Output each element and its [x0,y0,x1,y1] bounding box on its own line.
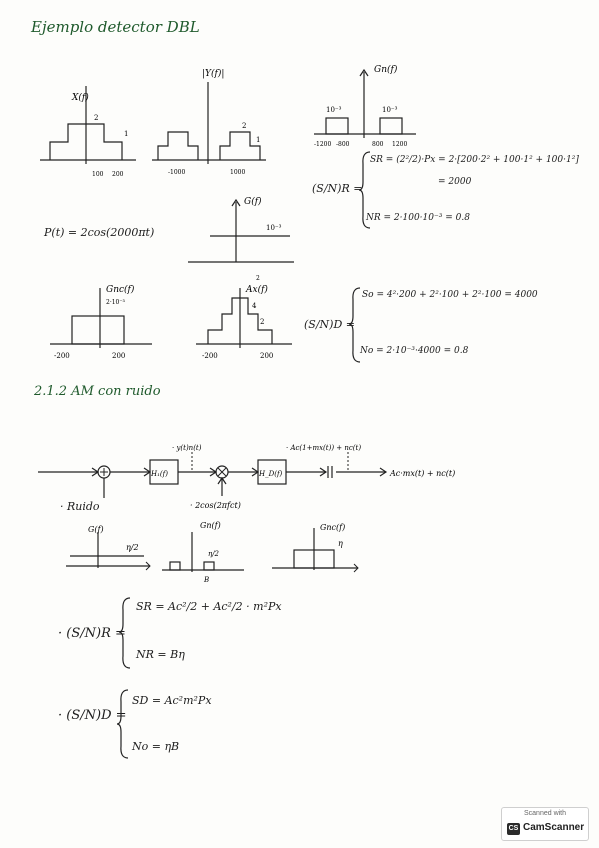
spectrum-gn-tick-4: 1200 [392,141,408,148]
noise-gn-label: Gn(f) [200,521,221,530]
spectrum-x-step: 1 [124,130,129,138]
spectrum-ax-top: 2 [256,275,260,282]
spectrum-ax-side: 2 [260,318,265,326]
block-output: Ac·mx(t) + nc(t) [390,469,456,478]
spectrum-gn-level-2: 10⁻³ [382,106,398,114]
spectrum-gnc-label: Gnc(f) [106,285,135,295]
snr-r-noise: NR = 2·100·10⁻³ = 0.8 [366,213,470,223]
spectrum-gnc-plot [48,284,154,366]
spectrum-ax-plot [194,274,294,366]
spectrum-gn-tick-1: -1200 [314,141,332,148]
snr-d2-noise: No = ηB [132,740,180,753]
snr-d2-label: · (S/N)D = [58,708,127,723]
spectrum-ax-tick-1: -200 [202,352,218,360]
spectrum-gn-plot [312,60,418,152]
noise-spectrum-gnc-plot [270,518,362,574]
noise-gnc-level: η [338,539,343,548]
snr-d-label: (S/N)D = [304,318,355,331]
watermark-brand: CamScanner [523,822,585,833]
spectrum-y-label: |Y(f)| [202,69,225,79]
spectrum-g-label: G(f) [244,197,262,207]
block-hd: H_D(f) [259,470,283,478]
snr-r2-label: · (S/N)R = [58,626,126,641]
snr-d-signal: So = 4²·200 + 2²·100 + 2²·100 = 4000 [362,290,538,300]
page-title: Ejemplo detector DBL [31,18,200,36]
spectrum-x-tick-1: 100 [92,171,104,178]
spectrum-y-tick-2: 1000 [230,169,246,176]
snr-r2-noise: NR = Bη [136,648,185,661]
spectrum-gn-tick-2: -800 [336,141,350,148]
spectrum-gnc-tick-1: -200 [54,352,70,360]
snr-r-signal-result: = 2000 [438,177,472,187]
snr-d2-signal: SD = Ac²m²Px [132,694,212,707]
noise-g-level: η/2 [126,543,139,552]
camscanner-watermark [501,807,589,841]
spectrum-y-peak: 2 [242,122,247,130]
snr-r2-signal: SR = Ac²/2 + Ac²/2 · m²Px [136,600,282,613]
camscanner-logo-icon: CS [507,823,520,835]
spectrum-y-plot [150,64,268,184]
watermark-caption: Scanned with [523,810,567,817]
block-h1: H₁(f) [151,470,168,478]
section-heading: 2.1.2 AM con ruido [34,384,161,399]
snr-r2-brace [118,596,132,670]
spectrum-y-tick-1: -1000 [168,169,186,176]
spectrum-x-peak: 2 [94,114,99,122]
spectrum-gn-level-1: 10⁻³ [326,106,342,114]
block-local-oscillator: · 2cos(2πfct) [190,501,241,510]
carrier-expression: P(t) = 2cos(2000πt) [44,226,155,239]
spectrum-gn-label: Gn(f) [374,65,398,75]
am-receiver-block-diagram [30,438,500,522]
noise-heading: · Ruido [60,500,100,513]
spectrum-g-plot [186,192,296,266]
block-signal-1: · y(t)n(t) [172,444,202,452]
noise-gn-bandwidth: B [204,576,210,584]
block-signal-2: · Ac(1+mx(t)) + nc(t) [286,444,362,452]
noise-spectrum-gn-plot [160,516,246,586]
snr-d-noise: No = 2·10⁻³·4000 = 0.8 [360,346,469,356]
spectrum-x-label: X(f) [72,93,89,103]
spectrum-ax-label: Ax(f) [246,285,268,295]
noise-gnc-label: Gnc(f) [320,523,346,532]
spectrum-x-plot [38,82,138,182]
spectrum-gnc-tick-2: 200 [112,352,126,360]
spectrum-gnc-level: 2·10⁻³ [106,299,125,306]
snr-d2-brace [116,688,130,760]
spectrum-y-step: 1 [256,136,261,144]
snr-r-label: (S/N)R = [312,182,363,195]
spectrum-g-level: 10⁻³ [266,224,282,232]
spectrum-ax-mid: 4 [252,302,257,310]
spectrum-gn-tick-3: 800 [372,141,384,148]
spectrum-x-tick-2: 200 [112,171,124,178]
noise-gn-level: η/2 [208,550,220,558]
snr-r-signal: SR = (2²/2)·Px = 2·[200·2² + 100·1² + 100·1²] [370,155,579,165]
spectrum-ax-tick-2: 200 [260,352,274,360]
noise-spectrum-g-plot [64,522,154,574]
noise-g-label: G(f) [88,525,104,534]
